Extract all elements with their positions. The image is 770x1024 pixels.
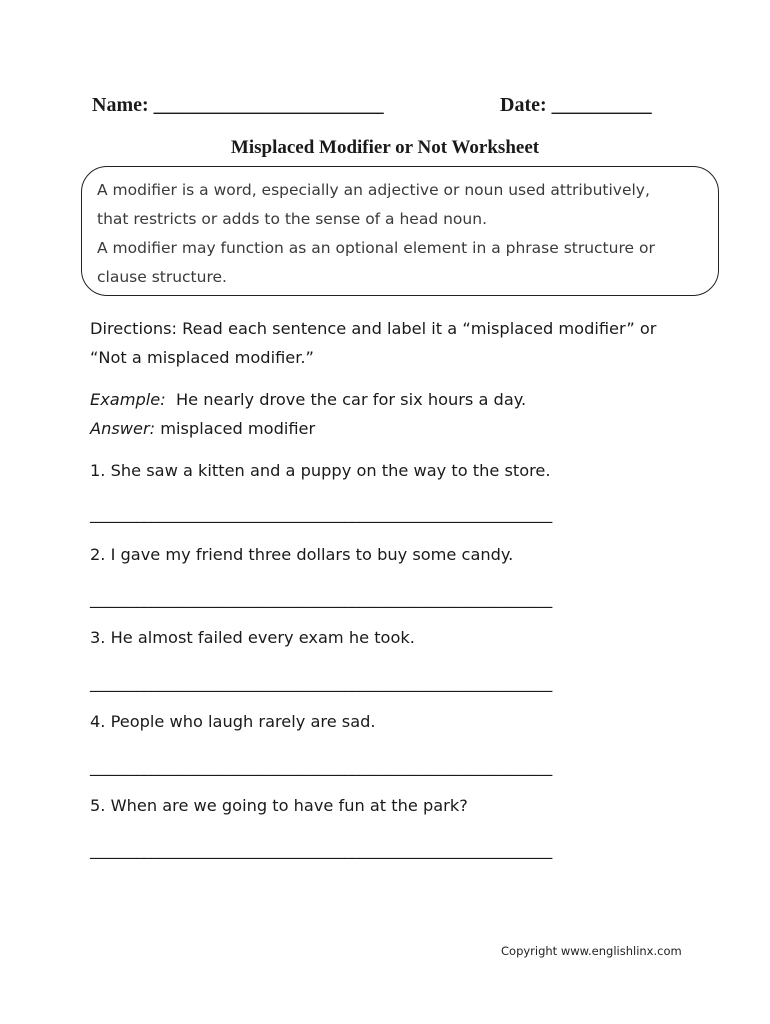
example-row [90,390,526,409]
question-2: 2. I gave my friend three dollars to buy some candy. [90,545,514,564]
question-3: 3. He almost failed every exam he took. [90,628,415,647]
answer-blank-4[interactable]: ____________________________________________________________ [90,757,553,776]
answer-blank-3[interactable]: ____________________________________________________________ [90,673,553,692]
name-field-label: Name: _______________________ [92,94,384,116]
directions-line-2: “Not a misplaced modifier.” [90,348,314,367]
directions-line-1: Directions: Read each sentence and label it a “misplaced modifier” or [90,319,657,338]
answer-row [90,419,315,438]
example-label: Example: [90,390,166,409]
definition-line-2: that restricts or adds to the sense of a head noun. [97,210,487,228]
date-field-label: Date: __________ [500,94,652,116]
answer-blank-1[interactable]: ____________________________________________________________ [90,504,553,523]
question-5: 5. When are we going to have fun at the park? [90,796,468,815]
definition-line-4: clause structure. [97,268,227,286]
example-text: He nearly drove the car for six hours a day. [175,390,527,409]
definition-line-1: A modifier is a word, especially an adjective or noun used attributively, [97,181,650,199]
answer-label: Answer: [90,419,156,438]
answer-blank-5[interactable]: ____________________________________________________________ [90,840,553,859]
answer-blank-2[interactable]: ____________________________________________________________ [90,589,553,608]
copyright-notice: Copyright www.englishlinx.com [501,944,682,958]
worksheet-title: Misplaced Modifier or Not Worksheet [230,137,540,158]
definition-line-3: A modifier may function as an optional element in a phrase structure or [97,239,655,257]
question-4: 4. People who laugh rarely are sad. [90,712,376,731]
question-1: 1. She saw a kitten and a puppy on the way to the store. [90,461,551,480]
answer-text: misplaced modifier [160,419,316,438]
